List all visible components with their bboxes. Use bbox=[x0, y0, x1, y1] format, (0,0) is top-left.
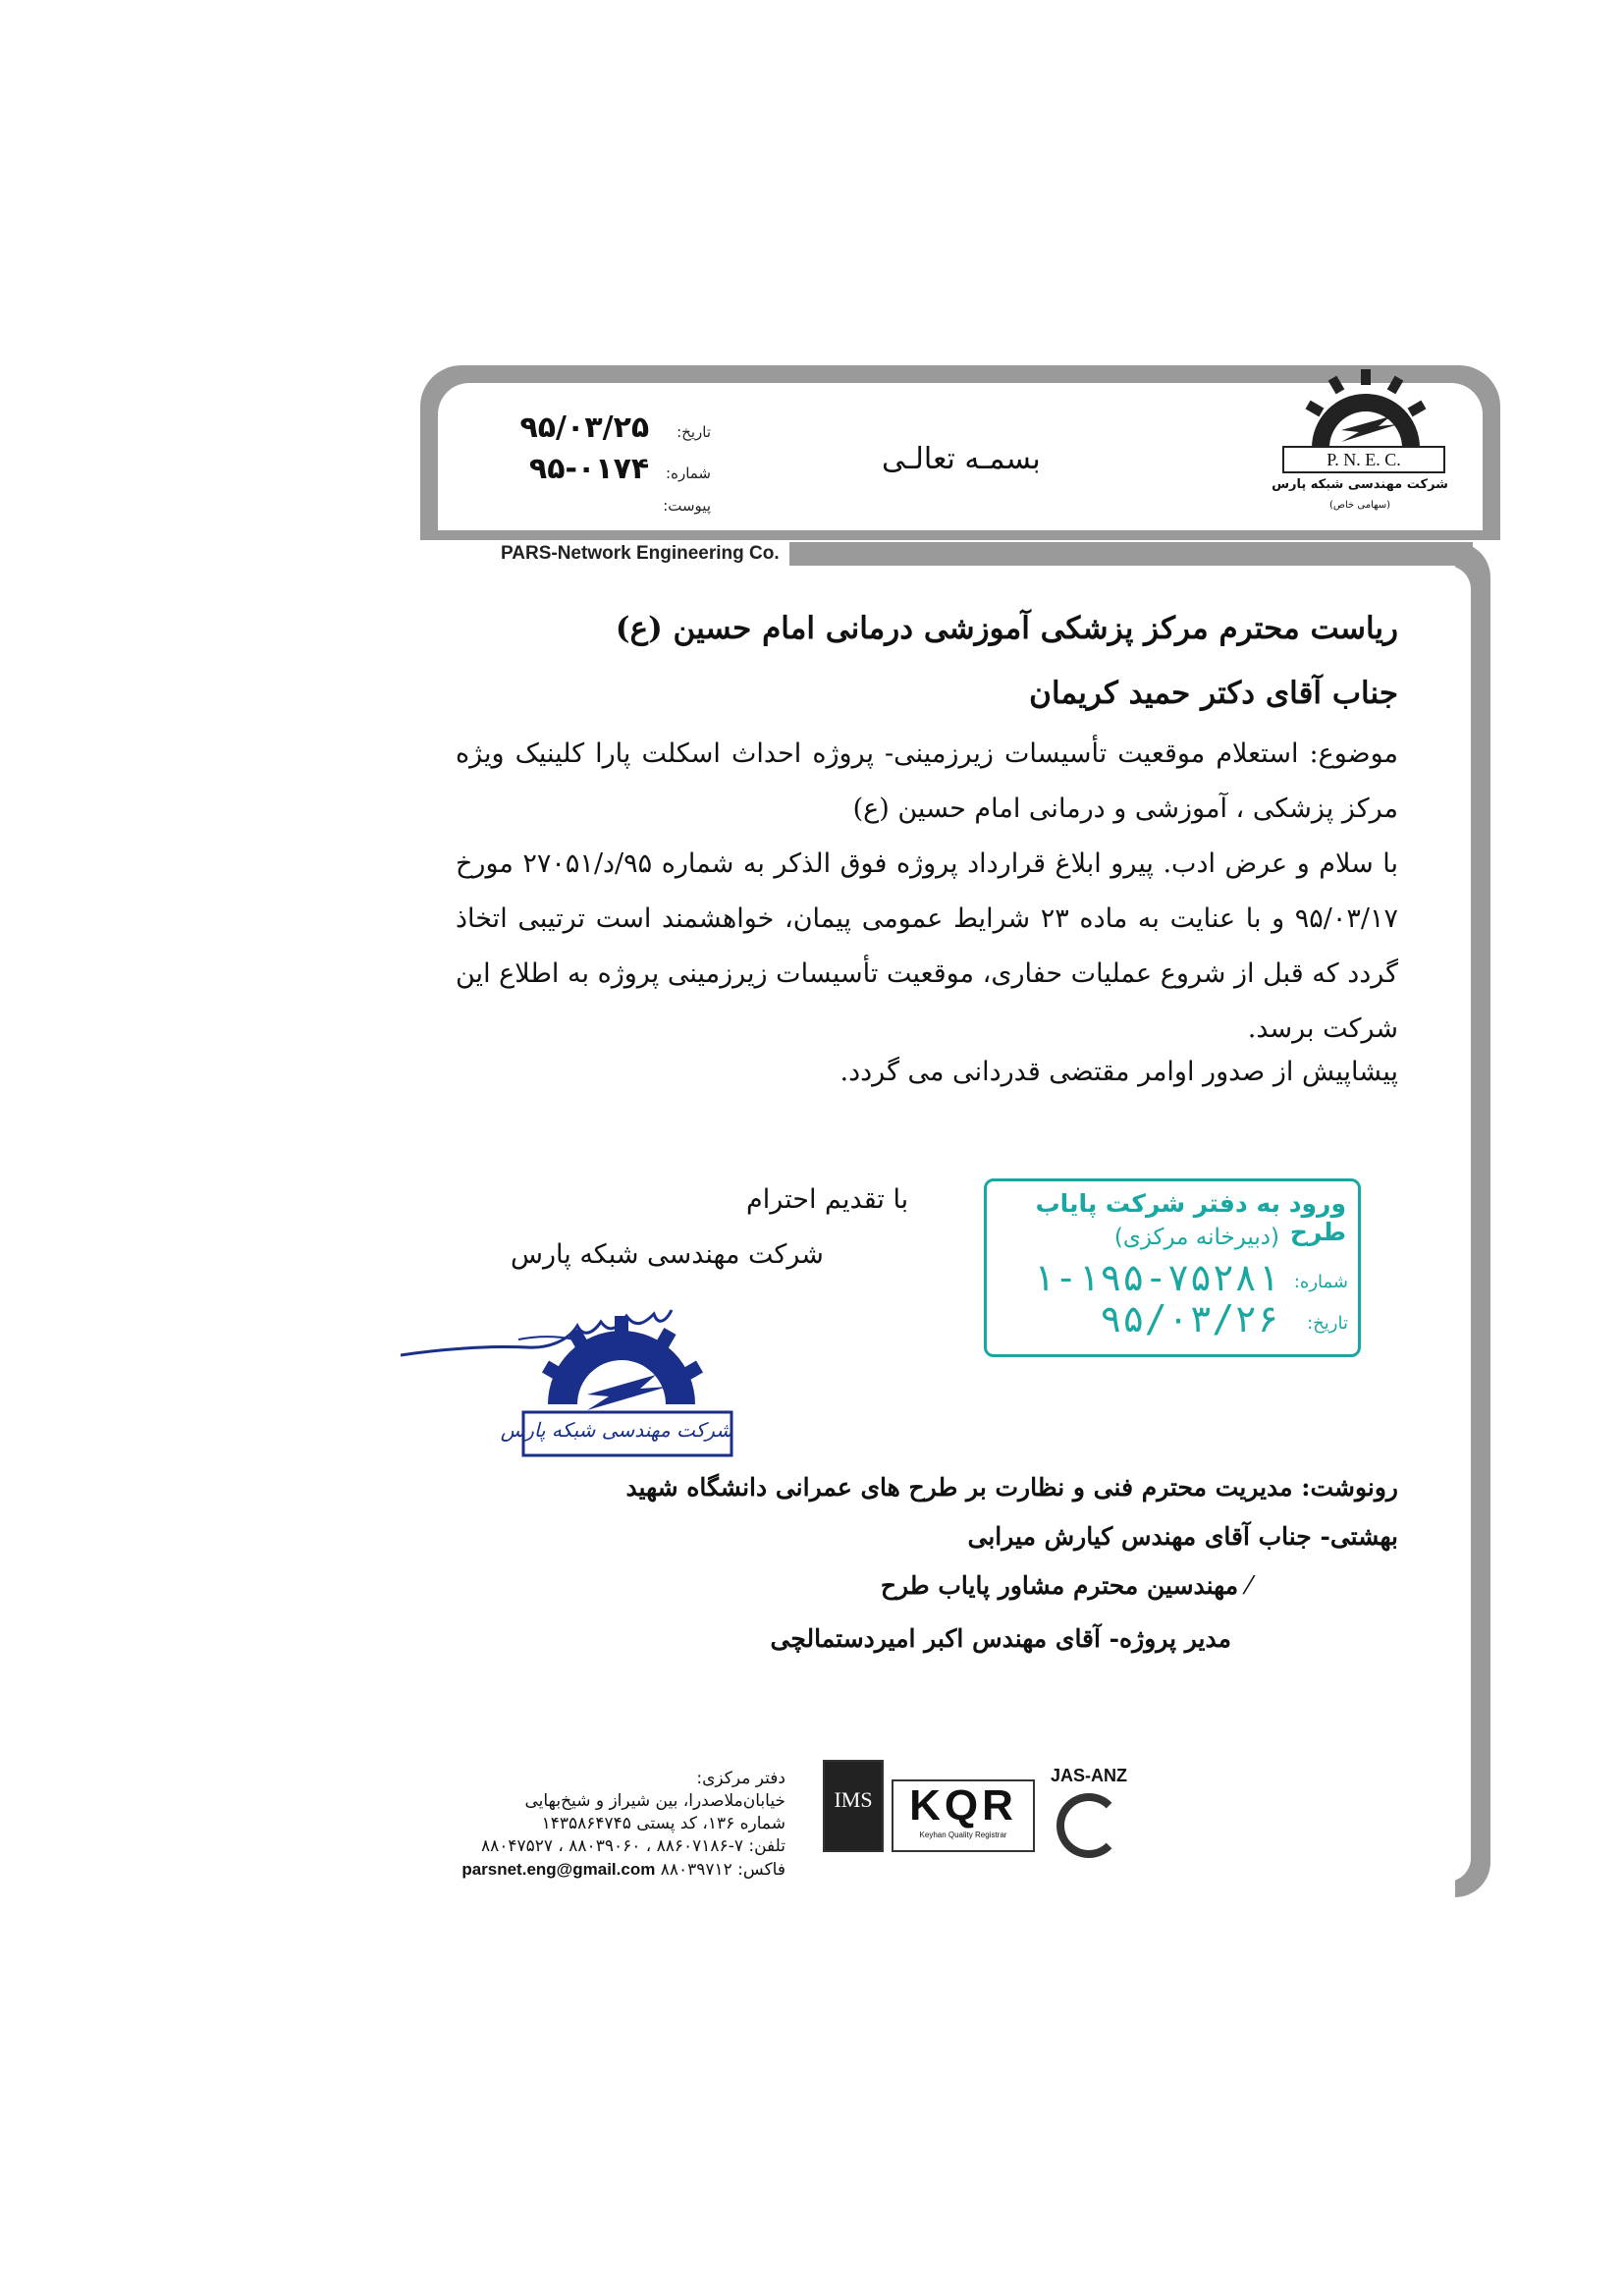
attachment-label: پیوست: bbox=[663, 497, 711, 515]
phone-line: تلفن: ۷-۸۸۶۰۷۱۸۶ ، ۸۸۰۳۹۰۶۰ ، ۸۸۰۴۷۵۲۷ bbox=[480, 1836, 785, 1856]
recipient-line-2: جناب آقای دکتر حمید کریمان bbox=[1029, 676, 1398, 711]
company-name-en: PARS-Network Engineering Co. bbox=[491, 542, 789, 566]
jas-anz-label: JAS-ANZ bbox=[1051, 1766, 1128, 1785]
seal-text: شرکت مهندسی شبکه پارس bbox=[500, 1418, 732, 1442]
regards-line: با تقدیم احترام bbox=[746, 1184, 909, 1215]
check-mark-icon: ⁄ bbox=[1246, 1571, 1251, 1600]
body-paragraph: با سلام و عرض ادب. پیرو ابلاغ قرارداد پروژه فوق الذکر به شماره ۹۵/د/۲۷۰۵۱ مورخ ۹۵/۰۳/۱۷ و با عنایت به ماده ۲۳ شرایط عمومی پیمان، خواهشمند است ترتیبی اتخاذ گردد که قبل از شروع عملیات حفاری، موقعیت تأسیسات زیرزمینی پروژه به اطلاع این شرکت برسد. bbox=[456, 848, 1398, 1044]
logo-abbreviation: P. N. E. C. bbox=[1282, 446, 1445, 473]
recipient-line-1: ریاست محترم مرکز پزشکی آموزشی درمانی امام حسین (ع) bbox=[615, 611, 1398, 646]
address-line-1: خیابان‌ملاصدرا، بین شیراز و شیخ‌بهایی bbox=[524, 1791, 785, 1811]
stamp-line-1: ورود به دفتر شرکت پایاب طرح bbox=[1035, 1189, 1346, 1246]
bismillah-heading: بسمـه تعالـی bbox=[882, 442, 1041, 476]
cc-line-2: بهشتی- جناب آقای مهندس کیارش میرابی bbox=[967, 1522, 1398, 1551]
closing-line: پیشاپیش از صدور اوامر مقتضی قدردانی می گردد. bbox=[839, 1057, 1398, 1087]
number-label: شماره: bbox=[666, 465, 711, 482]
address-line-2: شماره ۱۳۶، کد پستی ۱۴۳۵۸۶۴۷۴۵ bbox=[541, 1814, 785, 1833]
ims-logo: IMS bbox=[823, 1760, 884, 1852]
signature-and-seal bbox=[401, 1286, 852, 1473]
kqr-logo: KQR Keyhan Quality Registrar bbox=[892, 1779, 1035, 1852]
stamp-number-label: شماره: bbox=[1293, 1272, 1348, 1292]
stamp-date-value: ۹۵/۰۳/۲۶ bbox=[1099, 1297, 1279, 1340]
stamp-line-2: (دبیرخانه مرکزی) bbox=[1113, 1225, 1279, 1250]
fax-email-line: فاکس: ۸۸۰۳۹۷۱۲ parsnet.eng@gmail.com bbox=[461, 1860, 785, 1880]
date-label: تاریخ: bbox=[677, 423, 711, 441]
signatory-company: شرکت مهندسی شبکه پارس bbox=[511, 1239, 824, 1270]
received-stamp bbox=[984, 1178, 1361, 1357]
date-row bbox=[456, 410, 711, 445]
number-row bbox=[456, 452, 711, 486]
jas-anz-logo bbox=[1056, 1793, 1121, 1858]
footer-address bbox=[432, 1768, 785, 1882]
cc-line-4: مدیر پروژه- آقای مهندس اکبر امیردستمالچی bbox=[770, 1624, 1231, 1653]
company-name-fa: شرکت مهندسی شبکه پارس bbox=[1272, 477, 1448, 492]
number-value: ۹۵-۰۱۷۴ bbox=[528, 452, 650, 486]
date-value: ۹۵/۰۳/۲۵ bbox=[519, 410, 650, 445]
office-label: دفتر مرکزی: bbox=[696, 1769, 785, 1788]
attachment-row bbox=[456, 497, 711, 515]
cc-line-1: رونوشت: مدیریت محترم فنی و نظارت بر طرح های عمرانی دانشگاه شهید bbox=[625, 1473, 1398, 1502]
subject-paragraph: موضوع: استعلام موقعیت تأسیسات زیرزمینی- پروژه احداث اسکلت پارا کلینیک ویژه مرکز پزشکی ، آموزشی و درمانی امام حسین (ع) bbox=[456, 738, 1398, 824]
company-type: (سهامی خاص) bbox=[1328, 500, 1391, 511]
cc-line-3: ⁄ مهندسین محترم مشاور پایاب طرح bbox=[880, 1571, 1251, 1600]
stamp-date-label: تاریخ: bbox=[1307, 1313, 1348, 1334]
stamp-number-value: ۱-۱۹۵-۷۵۲۸۱ bbox=[1032, 1256, 1279, 1299]
